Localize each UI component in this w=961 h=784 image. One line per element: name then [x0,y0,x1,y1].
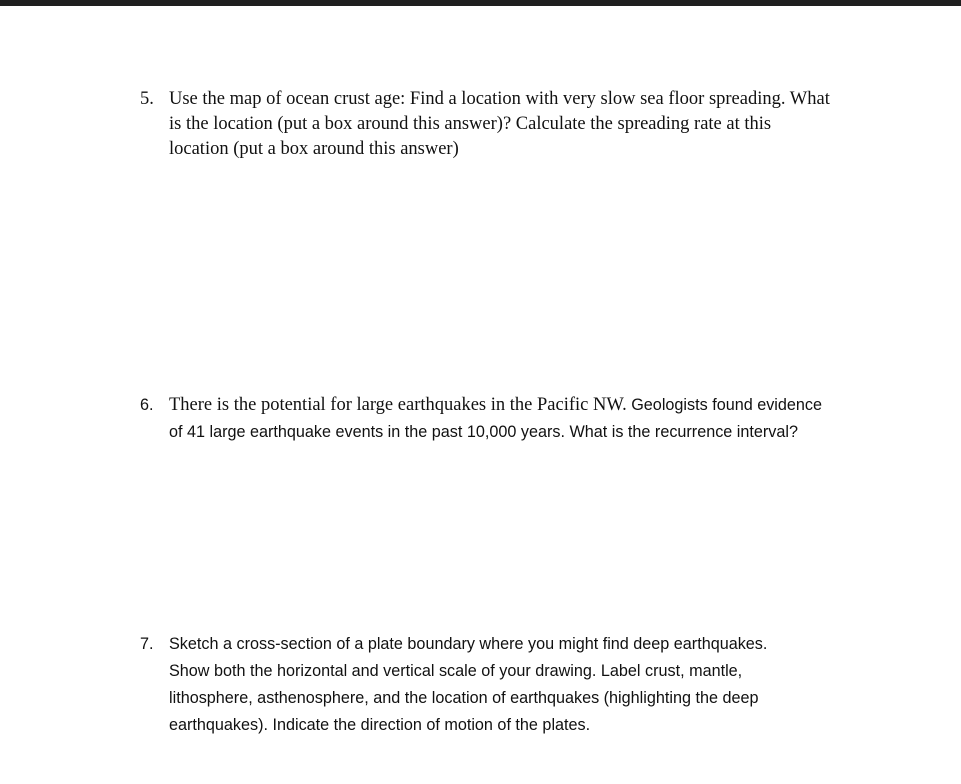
question-line: lithosphere, asthenosphere, and the location of earthquakes (highlighting the deep [169,689,759,707]
question-line: Show both the horizontal and vertical scale of your drawing. Label crust, mantle, [169,662,743,680]
question-line: location (put a box around this answer) [169,139,459,159]
question-line-serif-part: There is the potential for large earthquakes in the Pacific NW. [169,395,627,415]
question-text [169,87,869,162]
question-text [169,392,869,445]
question-number: 5. [140,89,154,109]
question-number: 7. [140,635,154,653]
question-line: of 41 large earthquake events in the past 10,000 years. What is the recurrence interval? [169,423,798,441]
document-page[interactable] [0,6,961,784]
question-text [169,631,869,739]
question-line [169,392,869,419]
question-line-sans-part: Geologists found evidence [626,396,822,414]
question-line: earthquakes). Indicate the direction of motion of the plates. [169,716,591,734]
question-line: Use the map of ocean crust age: Find a location with very slow sea floor spreading. What [169,89,830,109]
question-line: Sketch a cross-section of a plate boundary where you might find deep earthquakes. [169,635,768,653]
question-number: 6. [140,396,154,414]
question-line: is the location (put a box around this answer)? Calculate the spreading rate at this [169,114,772,134]
